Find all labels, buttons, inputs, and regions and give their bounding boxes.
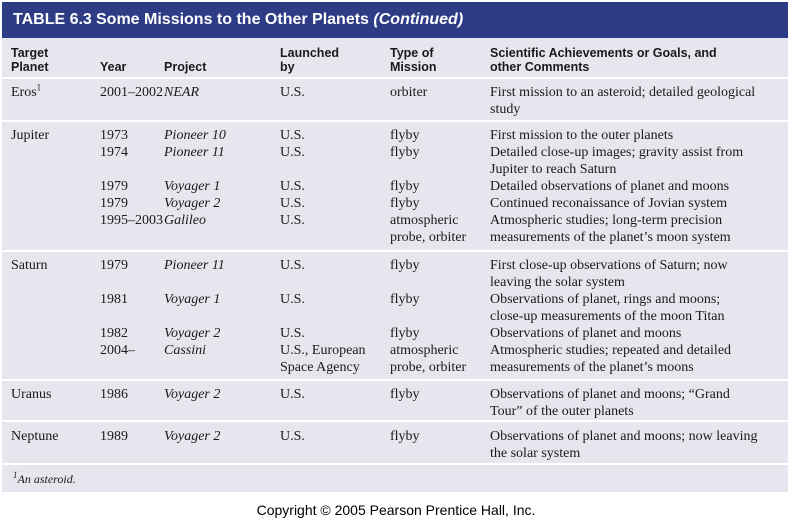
mission-type-cell: flyby xyxy=(390,145,420,160)
row-divider xyxy=(2,120,788,122)
table-frame xyxy=(2,2,788,492)
launched-by-cell: U.S. xyxy=(280,213,305,228)
comment-line: Observations of planet and moons; “Grand xyxy=(490,387,730,402)
year-cell: 1979 xyxy=(100,196,128,211)
comment-line: measurements of the planet’s moons xyxy=(490,360,694,375)
mission-type-cell: flyby xyxy=(390,292,420,307)
comments-cell xyxy=(490,84,755,118)
planet-eros xyxy=(11,84,41,101)
year-cell: 1974 xyxy=(100,145,128,160)
mission-type-cell xyxy=(390,212,466,246)
year-cell: 1979 xyxy=(100,179,128,194)
comment-line: close-up measurements of the moon Titan xyxy=(490,309,725,324)
planet-saturn: Saturn xyxy=(11,258,48,273)
mission-type-cell: flyby xyxy=(390,429,420,444)
table-continued: (Continued) xyxy=(373,11,464,28)
launched-by-cell: U.S. xyxy=(280,145,305,160)
comments-cell xyxy=(490,291,724,325)
comments-cell xyxy=(490,386,730,420)
launched-by-cell xyxy=(280,342,366,376)
comment-line: study xyxy=(490,102,521,117)
header-type-of-mission xyxy=(390,46,437,74)
type-line: probe, orbiter xyxy=(390,230,467,245)
planet-neptune: Neptune xyxy=(11,429,59,444)
header-comments xyxy=(490,46,717,74)
mission-type-cell xyxy=(390,342,466,376)
year-cell: 2001–2002 xyxy=(100,85,163,100)
launched-by-cell: U.S. xyxy=(280,429,305,444)
comment-line: Tour” of the outer planets xyxy=(490,404,634,419)
year-cell: 1995–2003 xyxy=(100,213,163,228)
project-cell: Voyager 1 xyxy=(164,292,221,307)
comments-cell xyxy=(490,257,728,291)
comment-line: First close-up observations of Saturn; now xyxy=(490,258,728,273)
comments-cell: Continued reconaissance of Jovian system xyxy=(490,196,728,211)
footnote-marker: 1 xyxy=(36,82,42,93)
mission-type-cell: flyby xyxy=(390,387,420,402)
comment-line: Jupiter to reach Saturn xyxy=(490,162,617,177)
table-title-text: Some Missions to the Other Planets xyxy=(96,11,369,28)
comment-line: the solar system xyxy=(490,446,581,461)
header-line: other Comments xyxy=(490,60,590,74)
launched-by-cell: U.S. xyxy=(280,85,305,100)
mission-type-cell: flyby xyxy=(390,179,420,194)
table-number: TABLE 6.3 xyxy=(13,11,92,28)
comment-line: Observations of planet, rings and moons; xyxy=(490,292,721,307)
launched-by-cell: U.S. xyxy=(280,387,305,402)
footnote-text: An asteroid. xyxy=(17,472,76,486)
mission-type-cell: flyby xyxy=(390,196,420,211)
header-year: Year xyxy=(100,60,127,74)
mission-type-cell: flyby xyxy=(390,258,420,273)
project-cell: Voyager 2 xyxy=(164,326,221,341)
launched-by-cell: U.S. xyxy=(280,258,305,273)
year-cell: 1989 xyxy=(100,429,128,444)
year-cell: 1979 xyxy=(100,258,128,273)
launched-by-cell: U.S. xyxy=(280,179,305,194)
project-cell: Voyager 2 xyxy=(164,387,221,402)
project-cell: NEAR xyxy=(164,85,199,100)
launched-line: U.S., European xyxy=(280,343,366,358)
year-cell: 1981 xyxy=(100,292,128,307)
header-project: Project xyxy=(164,60,207,74)
footnote-mark: 1 xyxy=(13,470,18,480)
mission-type-cell: orbiter xyxy=(390,85,428,100)
comment-line: Observations of planet and moons; now leaving xyxy=(490,429,758,444)
launched-by-cell: U.S. xyxy=(280,326,305,341)
type-line: probe, orbiter xyxy=(390,360,467,375)
planet-uranus: Uranus xyxy=(11,387,52,402)
comments-cell xyxy=(490,144,743,178)
header-target-planet xyxy=(11,46,49,74)
copyright-notice: Copyright © 2005 Pearson Prentice Hall, Inc. xyxy=(256,502,536,518)
comments-cell xyxy=(490,428,758,462)
comments-cell: Observations of planet and moons xyxy=(490,326,682,341)
year-cell: 1986 xyxy=(100,387,128,402)
launched-by-cell: U.S. xyxy=(280,292,305,307)
table-title-bar xyxy=(2,2,788,38)
comments-cell: Detailed observations of planet and moons xyxy=(490,179,730,194)
comment-line: leaving the solar system xyxy=(490,275,625,290)
comment-line: First mission to an asteroid; detailed geological xyxy=(490,85,756,100)
project-cell: Pioneer 11 xyxy=(164,258,225,273)
comment-line: measurements of the planet’s moon system xyxy=(490,230,731,245)
table-footnote xyxy=(13,472,76,487)
row-divider xyxy=(2,77,788,79)
row-divider xyxy=(2,250,788,252)
planet-jupiter: Jupiter xyxy=(11,128,50,143)
type-line: atmospheric xyxy=(390,213,459,228)
project-cell: Voyager 1 xyxy=(164,179,221,194)
planet-name: Eros xyxy=(11,85,37,100)
project-cell: Pioneer 11 xyxy=(164,145,225,160)
year-cell: 1973 xyxy=(100,128,128,143)
launched-line: Space Agency xyxy=(280,360,360,375)
year-cell: 1982 xyxy=(100,326,128,341)
project-cell: Pioneer 10 xyxy=(164,128,226,143)
header-line: Planet xyxy=(11,60,49,74)
mission-type-cell: flyby xyxy=(390,128,420,143)
project-cell: Voyager 2 xyxy=(164,429,221,444)
table-title xyxy=(96,2,463,38)
project-cell: Cassini xyxy=(164,343,207,358)
row-divider xyxy=(2,379,788,381)
header-line: Scientific Achievements or Goals, and xyxy=(490,46,717,60)
comment-line: Atmospheric studies; repeated and detailed xyxy=(490,343,732,358)
project-cell: Voyager 2 xyxy=(164,196,221,211)
header-line: Target xyxy=(11,46,49,60)
launched-by-cell: U.S. xyxy=(280,196,305,211)
comment-line: Atmospheric studies; long-term precision xyxy=(490,213,723,228)
row-divider xyxy=(2,420,788,422)
comments-cell: First mission to the outer planets xyxy=(490,128,674,143)
type-line: atmospheric xyxy=(390,343,459,358)
project-cell: Galileo xyxy=(164,213,206,228)
comments-cell xyxy=(490,342,731,376)
header-launched-by xyxy=(280,46,339,74)
header-line: Mission xyxy=(390,60,437,74)
row-divider xyxy=(2,463,788,465)
mission-type-cell: flyby xyxy=(390,326,420,341)
launched-by-cell: U.S. xyxy=(280,128,305,143)
year-cell: 2004– xyxy=(100,343,135,358)
header-line: by xyxy=(280,60,295,74)
comments-cell xyxy=(490,212,731,246)
header-line: Launched xyxy=(280,46,340,60)
comment-line: Detailed close-up images; gravity assist from xyxy=(490,145,744,160)
header-line: Type of xyxy=(390,46,434,60)
